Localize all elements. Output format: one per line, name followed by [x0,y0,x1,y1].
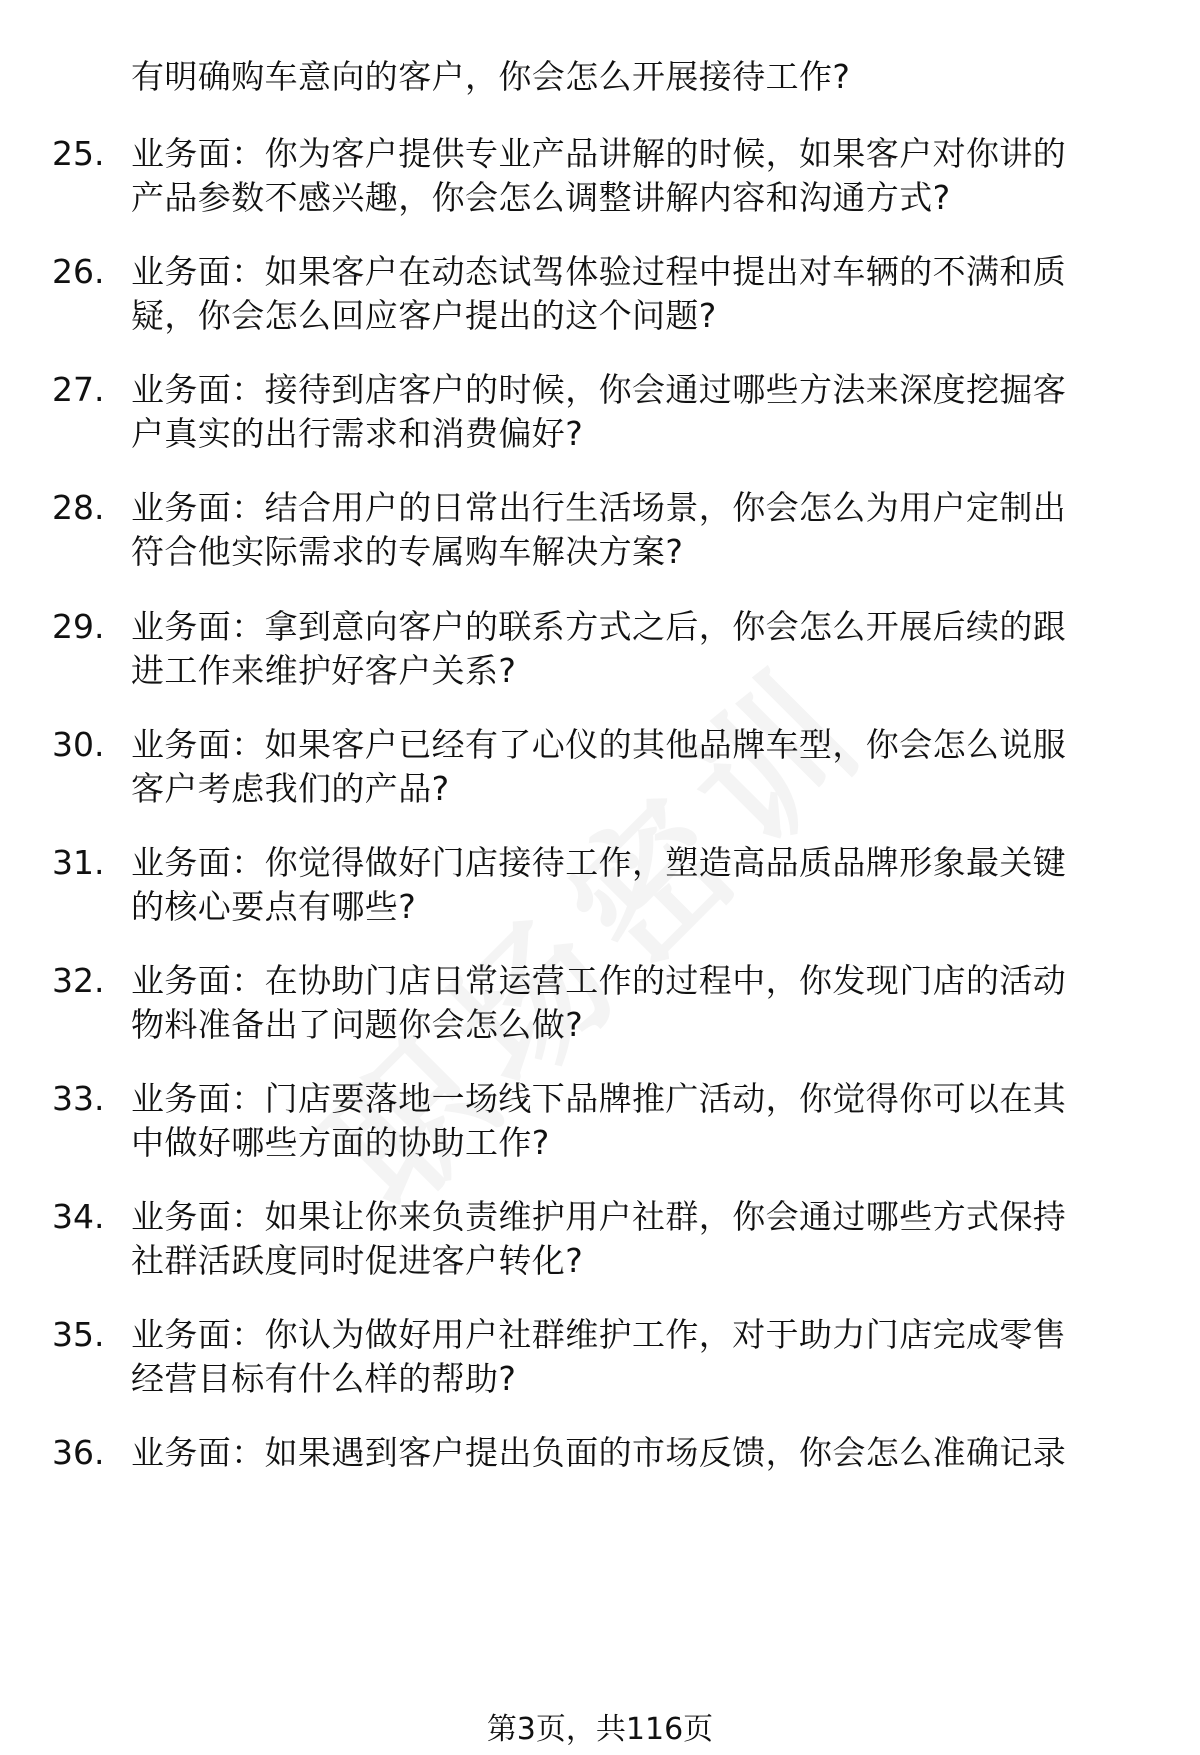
question-line: 业务面：你觉得做好门店接待工作，塑造高品质品牌形象最关键 [131,843,1067,882]
question-number: 28. [52,488,105,527]
question-number: 25. [52,134,105,173]
question-line: 业务面：你为客户提供专业产品讲解的时候，如果客户对你讲的 [131,134,1067,173]
question-number: 31. [52,843,105,882]
question-line: 的核心要点有哪些? [131,887,417,926]
page-footer: 第3页，共116页 [486,1712,714,1747]
question-line: 疑，你会怎么回应客户提出的这个问题? [131,296,717,335]
question-number: 26. [52,252,105,291]
question-line: 产品参数不感兴趣，你会怎么调整讲解内容和沟通方式? [131,178,951,217]
lead-line: 有明确购车意向的客户，你会怎么开展接待工作? [131,57,851,96]
question-line: 业务面：接待到店客户的时候，你会通过哪些方法来深度挖掘客 [131,370,1067,409]
question-line: 业务面：拿到意向客户的联系方式之后，你会怎么开展后续的跟 [131,607,1067,646]
question-number: 30. [52,725,105,764]
question-line: 客户考虑我们的产品? [131,769,450,808]
question-number: 33. [52,1079,105,1118]
question-line: 进工作来维护好客户关系? [131,651,517,690]
question-line: 符合他实际需求的专属购车解决方案? [131,532,684,571]
question-line: 业务面：你认为做好用户社群维护工作，对于助力门店完成零售 [131,1315,1067,1354]
question-line: 业务面：如果客户已经有了心仪的其他品牌车型，你会怎么说服 [131,725,1067,764]
question-number: 34. [52,1197,105,1236]
question-line: 业务面：如果客户在动态试驾体验过程中提出对车辆的不满和质 [131,252,1067,291]
question-line: 物料准备出了问题你会怎么做? [131,1005,584,1044]
question-line: 业务面：在协助门店日常运营工作的过程中，你发现门店的活动 [131,961,1067,1000]
question-line: 业务面：门店要落地一场线下品牌推广活动，你觉得你可以在其 [131,1079,1067,1118]
question-number: 36. [52,1433,105,1472]
question-line: 业务面：结合用户的日常出行生活场景，你会怎么为用户定制出 [131,488,1067,527]
question-number: 35. [52,1315,105,1354]
question-line: 中做好哪些方面的协助工作? [131,1123,550,1162]
question-line: 户真实的出行需求和消费偏好? [131,414,584,453]
question-line: 业务面：如果遇到客户提出负面的市场反馈，你会怎么准确记录 [131,1433,1067,1472]
question-line: 经营目标有什么样的帮助? [131,1359,517,1398]
question-number: 29. [52,607,105,646]
question-line: 业务面：如果让你来负责维护用户社群，你会通过哪些方式保持 [131,1197,1067,1236]
question-number: 32. [52,961,105,1000]
question-number: 27. [52,370,105,409]
question-line: 社群活跃度同时促进客户转化? [131,1241,584,1280]
